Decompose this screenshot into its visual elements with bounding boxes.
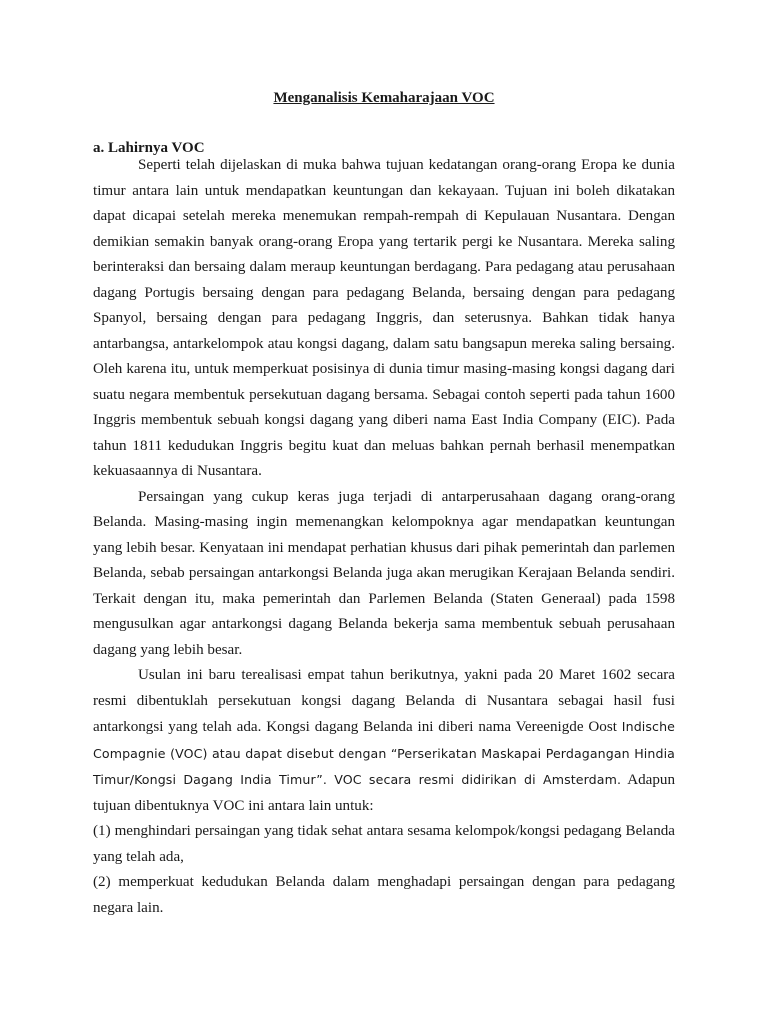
- document-body: [93, 153, 675, 921]
- paragraph-3: [93, 663, 675, 819]
- paragraph-3-start: Usulan ini baru terealisasi empat tahun berikutnya, yakni pada 20 Maret 1602 secara resmi dibentuklah persekutuan kongsi dagang Belanda di Nusantara sebagai hasil fusi antarkongsi yang telah ada. Kongsi dagang Belanda ini diberi nama Vereenigde Oost: [93, 667, 675, 735]
- page-title: Menganalisis Kemaharajaan VOC: [273, 90, 495, 106]
- list-item-1: (1) menghindari persaingan yang tidak sehat antara sesama kelompok/kongsi pedagang Belanda yang telah ada,: [93, 823, 675, 865]
- paragraph-3-voc-name: Indische Compagnie (VOC) atau dapat disebut dengan “Perserikatan Maskapai Perdagangan Hindia Timur/Kongsi Dagang India Timur”. VOC secara resmi didirikan di Amsterdam.: [93, 719, 676, 787]
- paragraph-2: Persaingan yang cukup keras juga terjadi di antarperusahaan dagang orang-orang Belanda. Masing-masing ingin memenangkan kelompoknya agar mendapatkan keuntungan yang lebih besar. Kenyataan ini mendapat perhatian khusus dari pihak pemerintah dan parlemen Belanda, sebab persaingan antarkongsi Belanda juga akan merugikan Kerajaan Belanda sendiri. Terkait dengan itu, maka pemerintah dan Parlemen Belanda (Staten Generaal) pada 1598 mengusulkan agar antarkongsi dagang Belanda bekerja sama membentuk sebuah perusahaan dagang yang lebih besar.: [93, 488, 675, 658]
- section-heading: a. Lahirnya VOC: [93, 140, 205, 156]
- paragraph-1: Seperti telah dijelaskan di muka bahwa tujuan kedatangan orang-orang Eropa ke dunia timur antara lain untuk mendapatkan keuntungan dan kekayaan. Tujuan ini boleh dikatakan dapat dicapai setelah mereka menemukan rempah-rempah di Kepulauan Nusantara. Dengan demikian semakin banyak orang-orang Eropa yang tertarik pergi ke Nusantara. Mereka saling berinteraksi dan bersaing dalam meraup keuntungan berdagang. Para pedagang atau perusahaan dagang Portugis bersaing dengan para pedagang Belanda, bersaing dengan para pedagang Spanyol, bersaing dengan para pedagang Inggris, dan seterusnya. Bahkan tidak hanya antarbangsa, antarkelompok atau kongsi dagang, dalam satu bangsapun mereka saling bersaing. Oleh karena itu, untuk memperkuat posisinya di dunia timur masing-masing kongsi dagang dari suatu negara membentuk persekutuan dagang bersama. Sebagai contoh seperti pada tahun 1600 Inggris membentuk sebuah kongsi dagang yang diberi nama East India Company (EIC). Pada tahun 1811 kedudukan Inggris begitu kuat dan meluas bahkan pernah berhasil menempatkan kekuasaannya di Nusantara.: [93, 157, 675, 479]
- paragraph-3-end: Adapun tujuan dibentuknya VOC ini antara lain untuk:: [93, 772, 675, 814]
- list-item-2: (2) memperkuat kedudukan Belanda dalam menghadapi persaingan dengan para pedagang negara lain.: [93, 874, 675, 916]
